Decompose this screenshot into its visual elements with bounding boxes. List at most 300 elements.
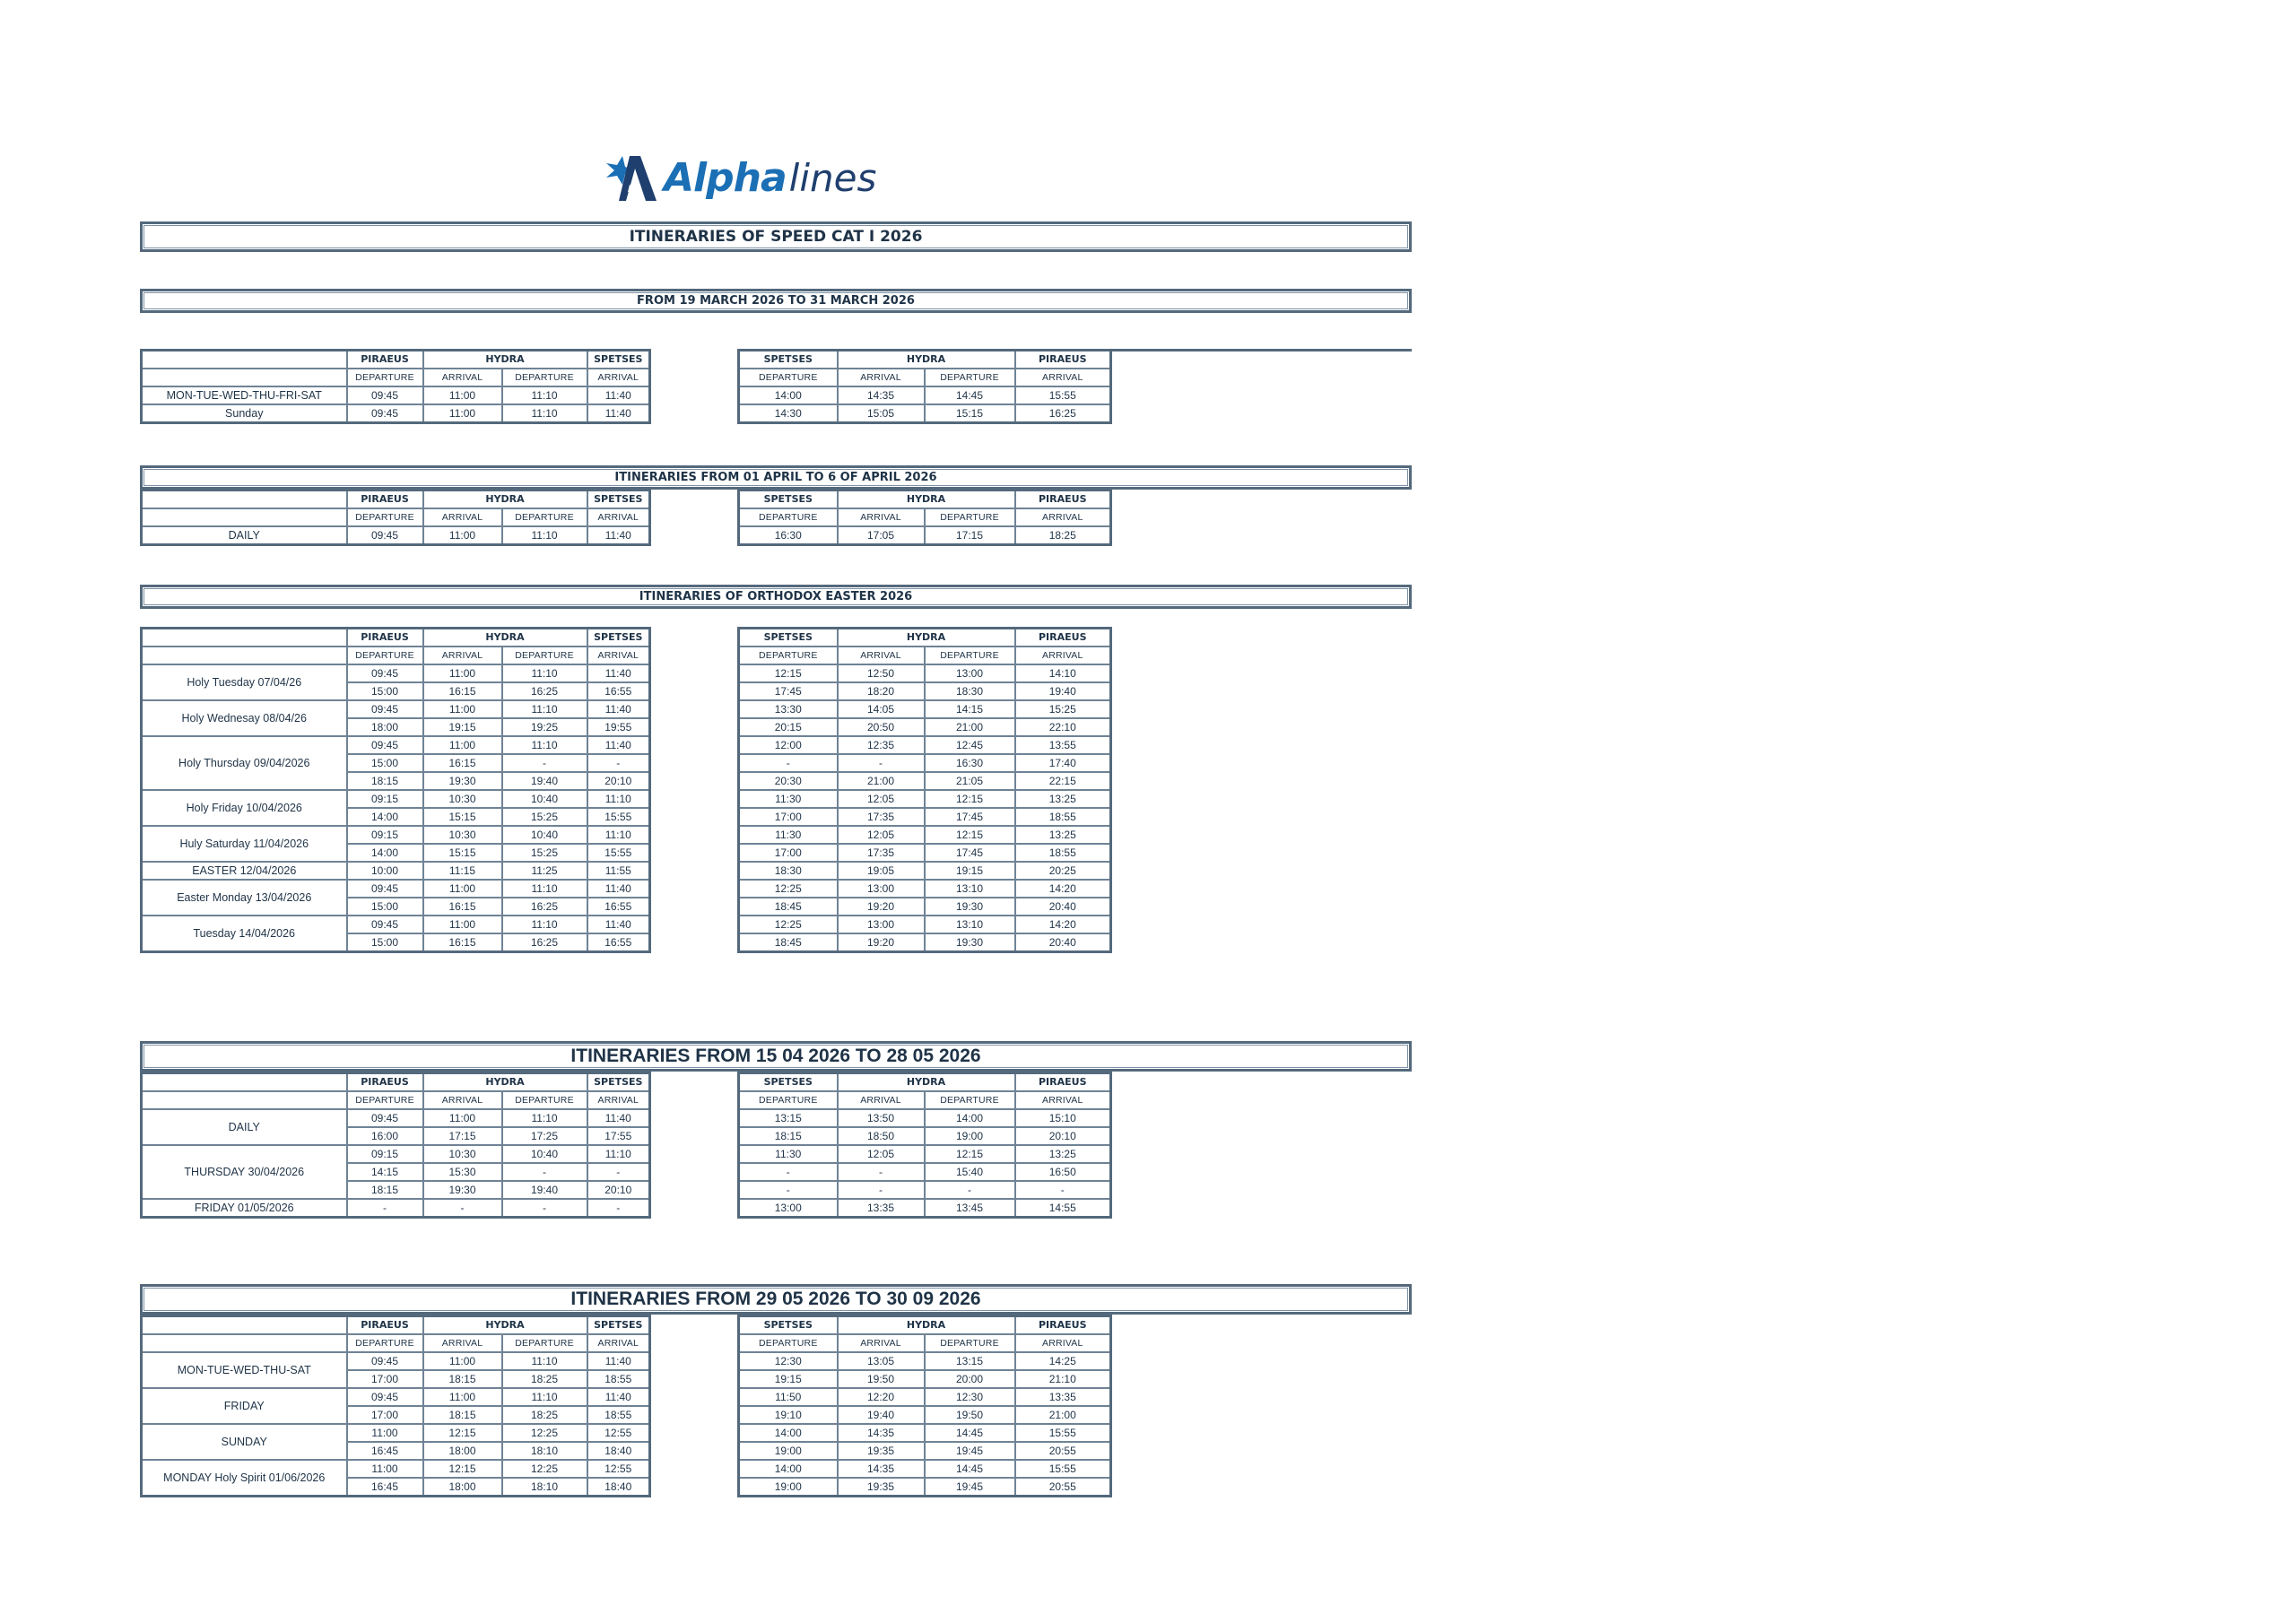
time-cell: 16:50 <box>1015 1163 1111 1181</box>
time-cell: - <box>587 754 650 772</box>
table-row <box>142 826 650 844</box>
day-label: MON-TUE-WED-THU-FRI-SAT <box>142 386 347 404</box>
time-cell: 12:30 <box>925 1388 1015 1406</box>
time-cell: 19:30 <box>423 772 502 790</box>
time-cell: 17:25 <box>502 1127 587 1145</box>
table-row <box>142 1352 650 1370</box>
outbound-table <box>140 489 651 546</box>
time-cell: 15:40 <box>925 1163 1015 1181</box>
time-cell: 09:45 <box>347 386 423 404</box>
time-cell: 15:15 <box>925 404 1015 423</box>
time-cell: 16:25 <box>502 933 587 952</box>
time-cell: 11:10 <box>502 386 587 404</box>
arrival-header: ARRIVAL <box>838 1334 925 1352</box>
port-header-row <box>739 490 1111 509</box>
alpha-star-logo-icon <box>599 152 658 203</box>
port-header: HYDRA <box>838 629 1015 647</box>
time-cell: 19:00 <box>925 1127 1015 1145</box>
time-cell: 19:30 <box>925 898 1015 916</box>
port-header: SPETSES <box>739 1316 838 1335</box>
time-cell: 13:00 <box>739 1199 838 1218</box>
time-cell: 13:50 <box>838 1109 925 1127</box>
time-cell: 19:45 <box>925 1478 1015 1497</box>
time-cell: 10:30 <box>423 1145 502 1163</box>
blank-cell <box>142 647 347 664</box>
return-table <box>737 627 1112 953</box>
port-header: SPETSES <box>587 1073 650 1092</box>
arrival-header: ARRIVAL <box>1015 1334 1111 1352</box>
time-cell: 11:40 <box>587 700 650 718</box>
time-cell: 11:00 <box>423 526 502 545</box>
time-cell: 12:35 <box>838 736 925 754</box>
time-cell: - <box>587 1199 650 1218</box>
port-header: PIRAEUS <box>347 490 423 509</box>
arrival-header: ARRIVAL <box>587 508 650 526</box>
arrival-header: ARRIVAL <box>423 369 502 386</box>
day-label: Sunday <box>142 404 347 423</box>
time-cell: 11:00 <box>423 916 502 933</box>
table-row <box>739 933 1111 952</box>
day-label: DAILY <box>142 526 347 545</box>
time-cell: 16:25 <box>502 682 587 700</box>
table-row <box>739 1460 1111 1478</box>
time-cell: 13:10 <box>925 916 1015 933</box>
port-header: PIRAEUS <box>1015 490 1111 509</box>
time-cell: 13:00 <box>925 664 1015 682</box>
time-cell: - <box>502 754 587 772</box>
time-cell: 10:40 <box>502 790 587 808</box>
time-cell: 22:10 <box>1015 718 1111 736</box>
time-cell: 18:10 <box>502 1442 587 1460</box>
port-header: PIRAEUS <box>1015 1316 1111 1335</box>
time-cell: 19:40 <box>502 1181 587 1199</box>
table-row <box>739 808 1111 826</box>
time-cell: 16:55 <box>587 898 650 916</box>
time-cell: 12:05 <box>838 826 925 844</box>
port-header-row <box>142 629 650 647</box>
time-cell: 16:25 <box>1015 404 1111 423</box>
departure-header: DEPARTURE <box>739 647 838 664</box>
table-row <box>142 862 650 880</box>
time-cell: 17:05 <box>838 526 925 545</box>
return-table <box>737 349 1112 424</box>
time-cell: 20:25 <box>1015 862 1111 880</box>
arrival-header: ARRIVAL <box>423 1091 502 1109</box>
departure-header: DEPARTURE <box>739 508 838 526</box>
direction-header-row <box>739 647 1111 664</box>
departure-header: DEPARTURE <box>347 647 423 664</box>
time-cell: 19:15 <box>925 862 1015 880</box>
time-cell: 14:45 <box>925 1424 1015 1442</box>
direction-header-row <box>142 1334 650 1352</box>
direction-header-row <box>739 1091 1111 1109</box>
time-cell: 21:00 <box>925 718 1015 736</box>
time-cell: 19:25 <box>502 718 587 736</box>
time-cell: 18:20 <box>838 682 925 700</box>
table-row <box>142 1388 650 1406</box>
time-cell: 17:55 <box>587 1127 650 1145</box>
table-row <box>739 880 1111 898</box>
table-row <box>142 386 650 404</box>
time-cell: 13:15 <box>925 1352 1015 1370</box>
table-row <box>142 736 650 754</box>
time-cell: 22:15 <box>1015 772 1111 790</box>
outbound-table <box>140 349 651 424</box>
table-row <box>739 1442 1111 1460</box>
day-label: MON-TUE-WED-THU-SAT <box>142 1352 347 1388</box>
time-cell: 14:00 <box>739 1424 838 1442</box>
time-cell: 11:10 <box>502 664 587 682</box>
table-row <box>142 1199 650 1218</box>
time-cell: 15:00 <box>347 933 423 952</box>
departure-header: DEPARTURE <box>502 1334 587 1352</box>
time-cell: 12:00 <box>739 736 838 754</box>
time-cell: 11:00 <box>423 664 502 682</box>
time-cell: 09:45 <box>347 1109 423 1127</box>
day-label: MONDAY Holy Spirit 01/06/2026 <box>142 1460 347 1497</box>
time-cell: 19:00 <box>739 1478 838 1497</box>
time-cell: 14:00 <box>739 1460 838 1478</box>
departure-header: DEPARTURE <box>925 1334 1015 1352</box>
time-cell: 12:15 <box>739 664 838 682</box>
table-row <box>142 1109 650 1127</box>
departure-header: DEPARTURE <box>925 647 1015 664</box>
time-cell: 18:15 <box>347 772 423 790</box>
day-label: FRIDAY <box>142 1388 347 1424</box>
time-cell: 19:05 <box>838 862 925 880</box>
table-row <box>739 718 1111 736</box>
time-cell: 17:45 <box>739 682 838 700</box>
table-row <box>739 526 1111 545</box>
time-cell: 11:10 <box>502 880 587 898</box>
time-cell: 20:30 <box>739 772 838 790</box>
direction-header-row <box>142 508 650 526</box>
time-cell: 17:40 <box>1015 754 1111 772</box>
time-cell: 19:40 <box>1015 682 1111 700</box>
time-cell: 18:15 <box>423 1406 502 1424</box>
time-cell: 20:10 <box>587 772 650 790</box>
time-cell: - <box>838 754 925 772</box>
section-banner: ITINERARIES FROM 15 04 2026 TO 28 05 2026 <box>140 1041 1412 1072</box>
table-row <box>142 526 650 545</box>
time-cell: 12:15 <box>925 1145 1015 1163</box>
blank-cell <box>142 1073 347 1092</box>
time-cell: 09:45 <box>347 736 423 754</box>
time-cell: 21:00 <box>1015 1406 1111 1424</box>
time-cell: 14:05 <box>838 700 925 718</box>
time-cell: 11:00 <box>423 386 502 404</box>
time-cell: 19:30 <box>423 1181 502 1199</box>
time-cell: 20:40 <box>1015 933 1111 952</box>
port-header: PIRAEUS <box>1015 629 1111 647</box>
time-cell: 12:30 <box>739 1352 838 1370</box>
port-header: PIRAEUS <box>1015 351 1111 369</box>
time-cell: 11:15 <box>423 862 502 880</box>
time-cell: - <box>1015 1181 1111 1199</box>
time-cell: 11:00 <box>423 736 502 754</box>
day-label: Easter Monday 13/04/2026 <box>142 880 347 916</box>
time-cell: 18:25 <box>502 1406 587 1424</box>
departure-header: DEPARTURE <box>739 1091 838 1109</box>
time-cell: 16:15 <box>423 754 502 772</box>
arrival-header: ARRIVAL <box>423 647 502 664</box>
arrival-header: ARRIVAL <box>1015 369 1111 386</box>
day-label: FRIDAY 01/05/2026 <box>142 1199 347 1218</box>
time-cell: 11:00 <box>347 1424 423 1442</box>
time-cell: 11:40 <box>587 880 650 898</box>
time-cell: 13:00 <box>838 880 925 898</box>
time-cell: 11:10 <box>502 916 587 933</box>
time-cell: 18:00 <box>423 1478 502 1497</box>
time-cell: 09:45 <box>347 700 423 718</box>
time-cell: 17:15 <box>925 526 1015 545</box>
time-cell: 15:05 <box>838 404 925 423</box>
logo-text-lines: lines <box>788 155 877 200</box>
time-cell: 18:25 <box>1015 526 1111 545</box>
time-cell: 15:25 <box>502 844 587 862</box>
table-row <box>739 1388 1111 1406</box>
table-row <box>739 736 1111 754</box>
table-row <box>739 1352 1111 1370</box>
time-cell: 11:00 <box>347 1460 423 1478</box>
time-cell: 12:25 <box>739 916 838 933</box>
table-row <box>739 916 1111 933</box>
time-cell: 16:00 <box>347 1127 423 1145</box>
time-cell: 20:15 <box>739 718 838 736</box>
port-header: HYDRA <box>423 351 587 369</box>
time-cell: 12:25 <box>502 1424 587 1442</box>
time-cell: 17:00 <box>739 844 838 862</box>
port-header: HYDRA <box>423 1316 587 1335</box>
table-row <box>739 1199 1111 1218</box>
time-cell: 19:15 <box>739 1370 838 1388</box>
time-cell: 11:40 <box>587 916 650 933</box>
port-header: HYDRA <box>838 490 1015 509</box>
time-cell: 17:45 <box>925 808 1015 826</box>
time-cell: 15:30 <box>423 1163 502 1181</box>
port-header: PIRAEUS <box>347 1073 423 1092</box>
time-cell: 10:30 <box>423 826 502 844</box>
time-cell: 13:25 <box>1015 826 1111 844</box>
time-cell: 18:10 <box>502 1478 587 1497</box>
time-cell: 09:15 <box>347 790 423 808</box>
time-cell: 15:25 <box>1015 700 1111 718</box>
divider-line <box>1112 349 1412 352</box>
time-cell: 14:20 <box>1015 916 1111 933</box>
time-cell: 09:45 <box>347 1352 423 1370</box>
table-row <box>739 754 1111 772</box>
time-cell: 18:30 <box>739 862 838 880</box>
direction-header-row <box>739 1334 1111 1352</box>
time-cell: 20:10 <box>1015 1127 1111 1145</box>
time-cell: - <box>739 1181 838 1199</box>
time-cell: 11:40 <box>587 386 650 404</box>
day-label: Tuesday 14/04/2026 <box>142 916 347 952</box>
port-header-row <box>142 351 650 369</box>
port-header-row <box>142 490 650 509</box>
time-cell: 12:20 <box>838 1388 925 1406</box>
section-banner: ITINERARIES FROM 01 APRIL TO 6 OF APRIL 2026 <box>140 465 1412 490</box>
port-header: HYDRA <box>423 1073 587 1092</box>
time-cell: 17:15 <box>423 1127 502 1145</box>
time-cell: 18:15 <box>423 1370 502 1388</box>
time-cell: 13:35 <box>838 1199 925 1218</box>
time-cell: 14:55 <box>1015 1199 1111 1218</box>
departure-header: DEPARTURE <box>502 647 587 664</box>
arrival-header: ARRIVAL <box>1015 508 1111 526</box>
time-cell: 13:55 <box>1015 736 1111 754</box>
time-cell: 10:40 <box>502 826 587 844</box>
port-header-row <box>739 629 1111 647</box>
departure-header: DEPARTURE <box>347 508 423 526</box>
time-cell: 16:15 <box>423 933 502 952</box>
time-cell: 12:55 <box>587 1460 650 1478</box>
direction-header-row <box>739 508 1111 526</box>
table-row <box>142 664 650 682</box>
departure-header: DEPARTURE <box>739 1334 838 1352</box>
table-row <box>739 1145 1111 1163</box>
time-cell: 18:15 <box>347 1181 423 1199</box>
time-cell: 17:35 <box>838 844 925 862</box>
departure-header: DEPARTURE <box>925 369 1015 386</box>
time-cell: 20:00 <box>925 1370 1015 1388</box>
day-label: Holy Wednesay 08/04/26 <box>142 700 347 736</box>
day-label: Holy Thursday 09/04/2026 <box>142 736 347 790</box>
table-row <box>739 898 1111 916</box>
time-cell: - <box>739 754 838 772</box>
time-cell: 12:50 <box>838 664 925 682</box>
time-cell: 20:55 <box>1015 1442 1111 1460</box>
time-cell: - <box>423 1199 502 1218</box>
port-header: SPETSES <box>739 490 838 509</box>
time-cell: 10:00 <box>347 862 423 880</box>
time-cell: 14:15 <box>347 1163 423 1181</box>
port-header: PIRAEUS <box>1015 1073 1111 1092</box>
time-cell: 18:40 <box>587 1478 650 1497</box>
time-cell: 14:35 <box>838 386 925 404</box>
time-cell: 10:40 <box>502 1145 587 1163</box>
departure-header: DEPARTURE <box>925 1091 1015 1109</box>
blank-cell <box>142 490 347 509</box>
time-cell: 16:30 <box>925 754 1015 772</box>
outbound-table <box>140 627 651 953</box>
time-cell: 11:30 <box>739 826 838 844</box>
time-cell: 18:30 <box>925 682 1015 700</box>
time-cell: 18:55 <box>1015 808 1111 826</box>
time-cell: 16:30 <box>739 526 838 545</box>
table-row <box>142 700 650 718</box>
time-cell: 11:10 <box>502 404 587 423</box>
time-cell: 18:50 <box>838 1127 925 1145</box>
port-header: HYDRA <box>423 629 587 647</box>
time-cell: 13:00 <box>838 916 925 933</box>
time-cell: 14:00 <box>347 844 423 862</box>
table-row <box>142 880 650 898</box>
time-cell: - <box>838 1181 925 1199</box>
time-cell: 15:00 <box>347 682 423 700</box>
port-header: HYDRA <box>423 490 587 509</box>
table-row <box>739 790 1111 808</box>
blank-cell <box>142 1316 347 1335</box>
port-header-row <box>739 351 1111 369</box>
time-cell: 17:00 <box>347 1406 423 1424</box>
time-cell: 18:00 <box>423 1442 502 1460</box>
logo-text-alpha: Alpha <box>664 154 787 201</box>
outbound-table <box>140 1072 651 1219</box>
time-cell: 18:25 <box>502 1370 587 1388</box>
time-cell: 12:25 <box>502 1460 587 1478</box>
table-row <box>142 1460 650 1478</box>
port-header: SPETSES <box>587 490 650 509</box>
table-row <box>142 916 650 933</box>
return-table <box>737 1072 1112 1219</box>
time-cell: 11:40 <box>587 1109 650 1127</box>
day-label: Holy Tuesday 07/04/26 <box>142 664 347 700</box>
time-cell: 11:10 <box>502 700 587 718</box>
time-cell: 09:45 <box>347 916 423 933</box>
time-cell: 13:15 <box>739 1109 838 1127</box>
time-cell: 20:40 <box>1015 898 1111 916</box>
time-cell: 15:15 <box>423 808 502 826</box>
table-row <box>739 664 1111 682</box>
time-cell: 19:20 <box>838 898 925 916</box>
table-row <box>739 404 1111 423</box>
time-cell: 12:15 <box>925 826 1015 844</box>
time-cell: 15:55 <box>587 844 650 862</box>
port-header-row <box>142 1316 650 1335</box>
time-cell: 12:15 <box>423 1460 502 1478</box>
time-cell: 19:35 <box>838 1478 925 1497</box>
time-cell: 17:00 <box>739 808 838 826</box>
time-cell: 13:35 <box>1015 1388 1111 1406</box>
port-header: SPETSES <box>587 629 650 647</box>
time-cell: 15:00 <box>347 898 423 916</box>
time-cell: 09:45 <box>347 1388 423 1406</box>
port-header: SPETSES <box>587 351 650 369</box>
time-cell: 19:20 <box>838 933 925 952</box>
arrival-header: ARRIVAL <box>423 1334 502 1352</box>
time-cell: 11:40 <box>587 404 650 423</box>
table-row <box>142 790 650 808</box>
time-cell: 11:10 <box>502 526 587 545</box>
time-cell: 19:15 <box>423 718 502 736</box>
departure-header: DEPARTURE <box>502 369 587 386</box>
time-cell: 13:05 <box>838 1352 925 1370</box>
time-cell: 21:05 <box>925 772 1015 790</box>
table-row <box>142 1424 650 1442</box>
port-header: PIRAEUS <box>347 1316 423 1335</box>
section-banner: ITINERARIES FROM 29 05 2026 TO 30 09 2026 <box>140 1284 1412 1315</box>
time-cell: 19:50 <box>838 1370 925 1388</box>
port-header-row <box>739 1316 1111 1335</box>
time-cell: 14:00 <box>925 1109 1015 1127</box>
table-row <box>142 1145 650 1163</box>
time-cell: 16:55 <box>587 933 650 952</box>
time-cell: - <box>925 1181 1015 1199</box>
table-row <box>739 386 1111 404</box>
time-cell: 11:00 <box>423 700 502 718</box>
time-cell: 17:45 <box>925 844 1015 862</box>
time-cell: 16:25 <box>502 898 587 916</box>
table-row <box>739 1127 1111 1145</box>
time-cell: 14:10 <box>1015 664 1111 682</box>
time-cell: 21:00 <box>838 772 925 790</box>
time-cell: 10:30 <box>423 790 502 808</box>
port-header: PIRAEUS <box>347 351 423 369</box>
arrival-header: ARRIVAL <box>587 647 650 664</box>
section-banner: FROM 19 MARCH 2026 TO 31 MARCH 2026 <box>140 289 1412 313</box>
time-cell: 18:00 <box>347 718 423 736</box>
